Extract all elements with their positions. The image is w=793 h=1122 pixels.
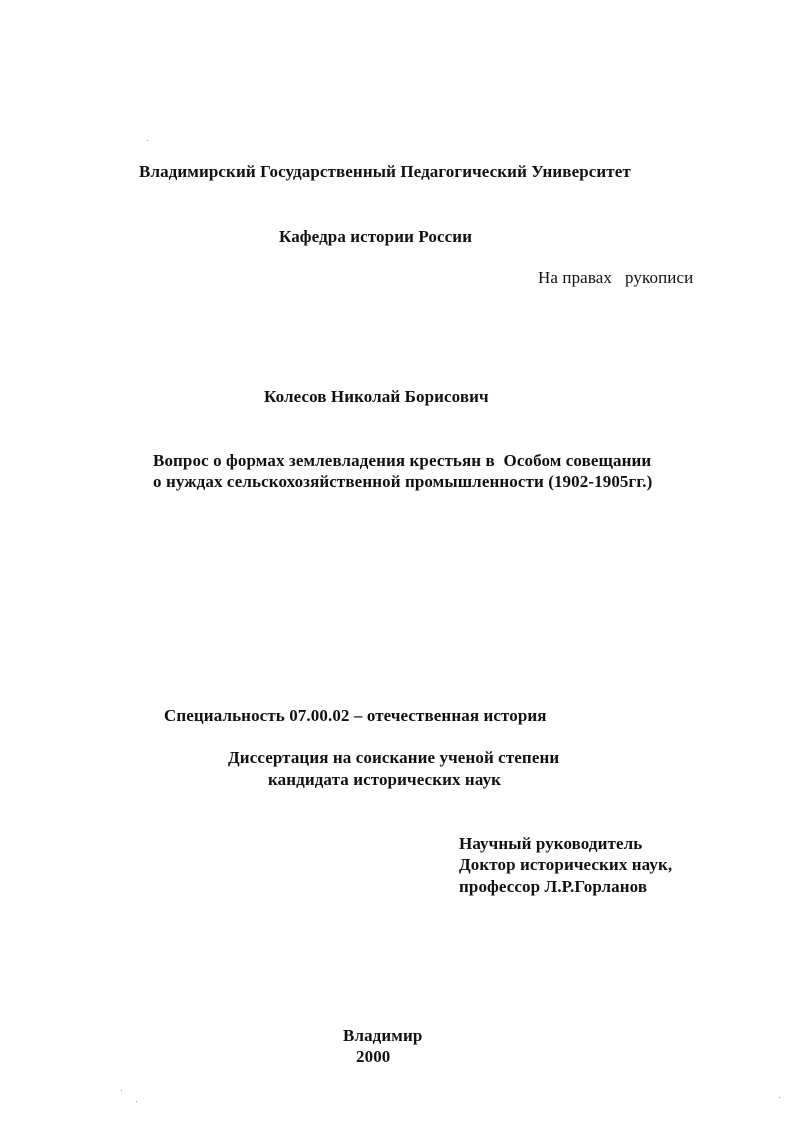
supervisor-name: профессор Л.Р.Горланов	[459, 877, 648, 896]
degree-line-1: Диссертация на соискание ученой степени	[228, 748, 560, 767]
scan-speck	[147, 140, 148, 141]
scan-speck	[121, 1090, 122, 1091]
degree-line-2: кандидата исторических наук	[268, 770, 502, 789]
dissertation-title-line-1: Вопрос о формах землевладения крестьян в Особом совещании	[153, 451, 652, 470]
specialty: Специальность 07.00.02 – отечественная история	[164, 706, 547, 725]
author-name: Колесов Николай Борисович	[264, 387, 489, 406]
supervisor-role: Научный руководитель	[459, 834, 643, 853]
scan-speck	[136, 1101, 137, 1102]
manuscript-note: На правах рукописи	[538, 268, 694, 287]
dissertation-title-line-2: о нуждах сельскохозяйственной промышленности (1902-1905гг.)	[153, 472, 653, 491]
year: 2000	[356, 1047, 391, 1066]
university-name: Владимирский Государственный Педагогический Университет	[139, 162, 631, 181]
department-name: Кафедра истории России	[279, 227, 473, 246]
supervisor-degree: Доктор исторических наук,	[459, 855, 673, 874]
city: Владимир	[343, 1026, 423, 1045]
scan-speck	[779, 1097, 780, 1098]
